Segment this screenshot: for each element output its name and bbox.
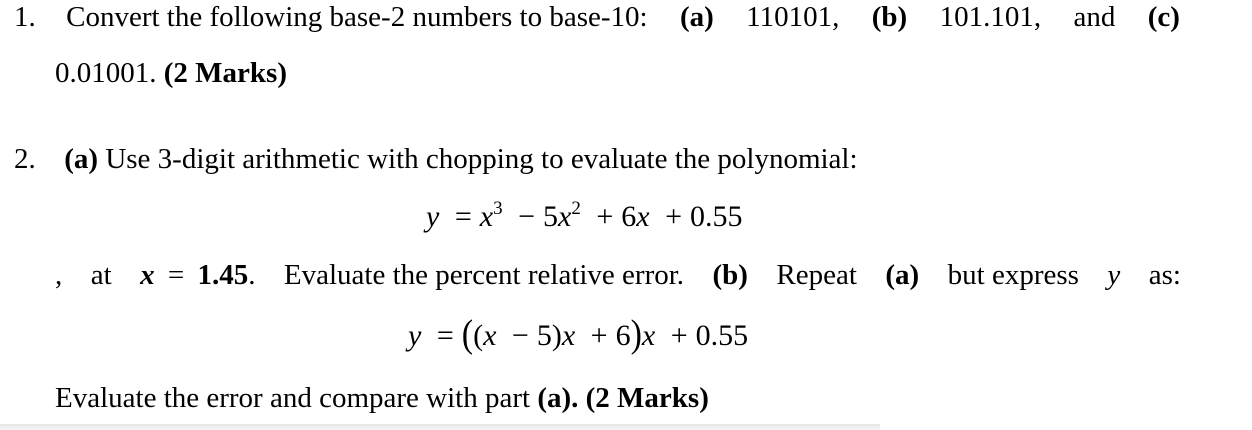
equation-1 (426, 200, 743, 234)
q1-text-1: Convert the following base-2 numbers to base-10: (66, 1, 648, 33)
q1-and: and (1073, 1, 1116, 33)
q2-number: 2. (14, 143, 36, 175)
eq2-equals: = (436, 319, 454, 352)
q1-number: 1. (14, 1, 36, 33)
q2-marks: (2 Marks) (585, 382, 709, 414)
eq1-plus-1: + (596, 200, 614, 233)
eq2-c5: 5 (536, 319, 552, 352)
q2-line-1 (14, 142, 858, 176)
eq2-x3: x (641, 319, 656, 352)
q2-line-3 (55, 258, 1181, 292)
q2-y-var: y (1107, 259, 1121, 291)
q2-x-var: x (140, 259, 155, 291)
q1-b-label: (b) (871, 1, 908, 33)
eq2-x: x (483, 319, 497, 352)
q2-comma: , (55, 259, 63, 291)
eq1-equals: = (454, 200, 472, 233)
eq1-exp3: 3 (493, 198, 503, 219)
q2-x-value: 1.45 (197, 259, 249, 291)
eq1-plus-2: + (665, 200, 682, 233)
eq2-left-paren-inner: ( (473, 319, 484, 352)
q1-c-value: 0.01001. (55, 57, 157, 89)
q2-evaluate-text: Evaluate the percent relative error. (283, 259, 685, 291)
q2-final-a-reference: (a). (537, 382, 579, 414)
q1-line-1 (14, 0, 1180, 34)
eq2-plus-2: + (670, 319, 688, 352)
eq2-c6: 6 (615, 319, 631, 352)
eq1-constant: 0.55 (690, 200, 743, 233)
q1-a-label: (a) (680, 1, 714, 33)
q1-line-2 (55, 56, 287, 90)
eq2-minus: − (511, 319, 529, 352)
q2-but-express: but express (947, 259, 1079, 291)
equation-2 (408, 313, 749, 356)
q1-marks: (2 Marks) (163, 57, 287, 89)
q2-a-reference: (a) (885, 259, 920, 291)
eq1-exp2: 2 (571, 198, 581, 219)
q2-a-label: (a) (64, 143, 99, 175)
q2-b-label: (b) (712, 259, 748, 291)
q1-a-value: 110101, (746, 1, 840, 33)
q2-as: as: (1148, 259, 1181, 291)
eq2-right-paren-inner: ) (551, 319, 562, 352)
eq1-minus: − (518, 200, 535, 233)
eq1-c5: 5 (543, 200, 558, 233)
q2-final-text: Evaluate the error and compare with part (55, 382, 531, 414)
q2-final-line (55, 381, 709, 415)
page-bottom-shadow (0, 424, 880, 430)
eq1-c6: 6 (621, 200, 637, 233)
q1-b-value: 101.101, (939, 1, 1042, 33)
eq1-x2: x (558, 200, 572, 233)
q2-at: at (90, 259, 112, 291)
eq2-plus-1: + (590, 319, 608, 352)
q2-period: . (248, 259, 256, 291)
eq2-left-paren-outer: ( (461, 313, 474, 356)
eq2-lhs: y (408, 319, 422, 352)
q2-intro: Use 3-digit arithmetic with chopping to evaluate the polynomial: (105, 143, 858, 175)
q2-x-equals: = (167, 259, 185, 291)
q1-c-label: (c) (1147, 1, 1180, 33)
eq1-x3: x (636, 200, 650, 233)
eq2-constant: 0.55 (695, 319, 749, 352)
eq1-x: x (479, 200, 494, 233)
eq2-x2: x (561, 319, 576, 352)
q2-repeat: Repeat (776, 259, 857, 291)
eq1-lhs: y (426, 200, 440, 233)
eq2-right-paren-outer: ) (630, 313, 642, 356)
